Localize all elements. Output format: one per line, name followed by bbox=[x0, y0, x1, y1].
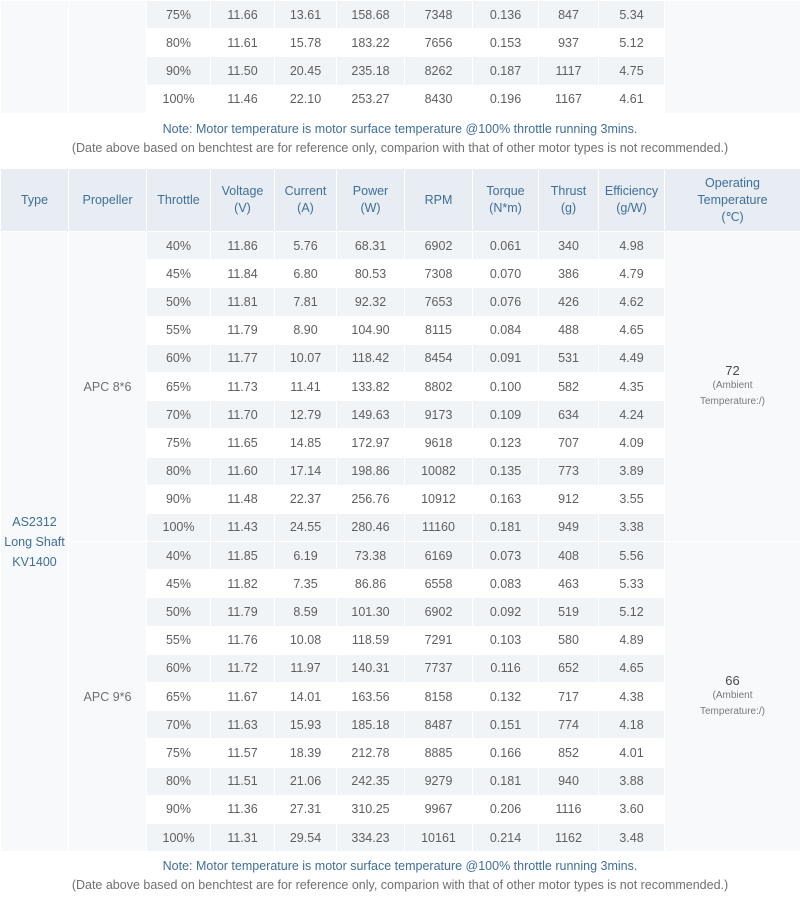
type-cell-blank bbox=[1, 1, 69, 114]
table-cell: 0.151 bbox=[473, 711, 539, 739]
table-cell: 0.166 bbox=[473, 739, 539, 767]
table-cell: 22.37 bbox=[275, 485, 337, 513]
header-type: Type bbox=[1, 169, 69, 232]
table-cell: 0.116 bbox=[473, 654, 539, 682]
table-cell: 60% bbox=[147, 654, 211, 682]
table-cell: 11.50 bbox=[211, 57, 275, 85]
table-cell: 7.81 bbox=[275, 288, 337, 316]
table-cell: 0.091 bbox=[473, 344, 539, 372]
motor-type-cell bbox=[1, 232, 69, 852]
table-cell: 5.76 bbox=[275, 232, 337, 260]
table-cell: 11.66 bbox=[211, 1, 275, 29]
table-cell: 9618 bbox=[405, 429, 473, 457]
table-cell: 100% bbox=[147, 85, 211, 113]
table-cell: 3.55 bbox=[599, 485, 665, 513]
table-cell: 15.78 bbox=[275, 29, 337, 57]
table-cell: 4.49 bbox=[599, 344, 665, 372]
table-cell: 10912 bbox=[405, 485, 473, 513]
table-cell: 163.56 bbox=[337, 683, 405, 711]
propeller-cell: APC 8*6 bbox=[69, 232, 147, 542]
table-cell: 140.31 bbox=[337, 654, 405, 682]
table-cell: 80% bbox=[147, 29, 211, 57]
table-cell: 334.23 bbox=[337, 823, 405, 851]
table-cell: 9279 bbox=[405, 767, 473, 795]
table-cell: 242.35 bbox=[337, 767, 405, 795]
table-cell: 70% bbox=[147, 711, 211, 739]
table-cell: 11.97 bbox=[275, 654, 337, 682]
table-cell: 7.35 bbox=[275, 570, 337, 598]
header-row bbox=[1, 169, 800, 232]
table-cell: 11.43 bbox=[211, 513, 275, 541]
table-cell: 4.65 bbox=[599, 316, 665, 344]
table-cell: 149.63 bbox=[337, 401, 405, 429]
table-cell: 1162 bbox=[539, 823, 599, 851]
table-cell: 4.61 bbox=[599, 85, 665, 113]
table-cell: 10082 bbox=[405, 457, 473, 485]
table-cell: 18.39 bbox=[275, 739, 337, 767]
table-cell: 4.35 bbox=[599, 372, 665, 400]
motor-type-line3: KV1400 bbox=[12, 554, 57, 569]
header-efficiency: Efficiency (g/W) bbox=[599, 169, 665, 232]
table-cell: 4.01 bbox=[599, 739, 665, 767]
table-cell: 11.79 bbox=[211, 316, 275, 344]
table-cell: 7653 bbox=[405, 288, 473, 316]
table-cell: 1117 bbox=[539, 57, 599, 85]
table-cell: 235.18 bbox=[337, 57, 405, 85]
table-cell: 310.25 bbox=[337, 795, 405, 823]
table-cell: 4.89 bbox=[599, 626, 665, 654]
table-cell: 0.070 bbox=[473, 260, 539, 288]
table-cell: 256.76 bbox=[337, 485, 405, 513]
table-cell: 68.31 bbox=[337, 232, 405, 260]
table-cell: 426 bbox=[539, 288, 599, 316]
table-cell: 8487 bbox=[405, 711, 473, 739]
table-cell: 80% bbox=[147, 767, 211, 795]
table-cell: 0.083 bbox=[473, 570, 539, 598]
table-cell: 463 bbox=[539, 570, 599, 598]
table-cell: 11160 bbox=[405, 513, 473, 541]
table-cell: 253.27 bbox=[337, 85, 405, 113]
table-cell: 3.38 bbox=[599, 513, 665, 541]
table-cell: 0.181 bbox=[473, 767, 539, 795]
table-cell: 101.30 bbox=[337, 598, 405, 626]
motor-type-line2: Long Shaft bbox=[4, 534, 65, 549]
table-cell: 118.42 bbox=[337, 344, 405, 372]
table-cell: 11.63 bbox=[211, 711, 275, 739]
table-cell: 488 bbox=[539, 316, 599, 344]
table-cell: 11.82 bbox=[211, 570, 275, 598]
table-cell: 652 bbox=[539, 654, 599, 682]
table-cell: 15.93 bbox=[275, 711, 337, 739]
note-top-line1: Note: Motor temperature is motor surface temperature @100% throttle running 3mins. bbox=[162, 122, 638, 136]
table-cell: 7737 bbox=[405, 654, 473, 682]
table-cell: 24.55 bbox=[275, 513, 337, 541]
table-cell: 3.88 bbox=[599, 767, 665, 795]
table-cell: 80.53 bbox=[337, 260, 405, 288]
table-cell: 11.51 bbox=[211, 767, 275, 795]
table-cell: 0.092 bbox=[473, 598, 539, 626]
table-cell: 75% bbox=[147, 739, 211, 767]
table-cell: 198.86 bbox=[337, 457, 405, 485]
table-cell: 0.135 bbox=[473, 457, 539, 485]
table-cell: 6902 bbox=[405, 598, 473, 626]
operating-temperature-cell bbox=[665, 542, 800, 852]
table-cell: 50% bbox=[147, 288, 211, 316]
table-cell: 949 bbox=[539, 513, 599, 541]
table-cell: 4.38 bbox=[599, 683, 665, 711]
top-data-table bbox=[0, 0, 800, 114]
table-cell: 212.78 bbox=[337, 739, 405, 767]
note-top-line2: (Date above based on benchtest are for reference only, comparion with that of other motor types is not recommended.) bbox=[71, 141, 729, 155]
table-cell: 280.46 bbox=[337, 513, 405, 541]
table-cell: 774 bbox=[539, 711, 599, 739]
table-row bbox=[1, 1, 800, 29]
header-propeller: Propeller bbox=[69, 169, 147, 232]
table-cell: 11.85 bbox=[211, 542, 275, 570]
table-cell: 0.123 bbox=[473, 429, 539, 457]
header-current: Current (A) bbox=[275, 169, 337, 232]
table-cell: 408 bbox=[539, 542, 599, 570]
table-cell: 852 bbox=[539, 739, 599, 767]
table-cell: 519 bbox=[539, 598, 599, 626]
table-cell: 55% bbox=[147, 626, 211, 654]
table-cell: 80% bbox=[147, 457, 211, 485]
table-cell: 7348 bbox=[405, 1, 473, 29]
header-voltage: Voltage (V) bbox=[211, 169, 275, 232]
table-cell: 183.22 bbox=[337, 29, 405, 57]
table-cell: 11.60 bbox=[211, 457, 275, 485]
table-cell: 11.72 bbox=[211, 654, 275, 682]
note-bottom bbox=[0, 857, 800, 895]
table-cell: 0.061 bbox=[473, 232, 539, 260]
table-cell: 0.103 bbox=[473, 626, 539, 654]
table-cell: 7656 bbox=[405, 29, 473, 57]
table-cell: 0.181 bbox=[473, 513, 539, 541]
ambient-label: (Ambient bbox=[712, 380, 753, 392]
table-cell: 40% bbox=[147, 542, 211, 570]
table-cell: 10.08 bbox=[275, 626, 337, 654]
table-cell: 9967 bbox=[405, 795, 473, 823]
table-cell: 11.36 bbox=[211, 795, 275, 823]
table-cell: 707 bbox=[539, 429, 599, 457]
table-cell: 185.18 bbox=[337, 711, 405, 739]
table-cell: 6169 bbox=[405, 542, 473, 570]
table-cell: 580 bbox=[539, 626, 599, 654]
header-throttle: Throttle bbox=[147, 169, 211, 232]
table-cell: 100% bbox=[147, 513, 211, 541]
table-cell: 8.59 bbox=[275, 598, 337, 626]
motor-type-line1: AS2312 bbox=[12, 514, 57, 529]
table-cell: 4.09 bbox=[599, 429, 665, 457]
header-rpm: RPM bbox=[405, 169, 473, 232]
table-cell: 12.79 bbox=[275, 401, 337, 429]
table-cell: 158.68 bbox=[337, 1, 405, 29]
table-cell: 73.38 bbox=[337, 542, 405, 570]
table-cell: 55% bbox=[147, 316, 211, 344]
table-cell: 8158 bbox=[405, 683, 473, 711]
table-cell: 22.10 bbox=[275, 85, 337, 113]
note-bottom-line1: Note: Motor temperature is motor surface temperature @100% throttle running 3mins. bbox=[162, 859, 638, 873]
propeller-cell: APC 9*6 bbox=[69, 542, 147, 852]
table-cell: 847 bbox=[539, 1, 599, 29]
table-cell: 118.59 bbox=[337, 626, 405, 654]
table-cell: 14.01 bbox=[275, 683, 337, 711]
header-thrust: Thrust (g) bbox=[539, 169, 599, 232]
table-cell: 3.48 bbox=[599, 823, 665, 851]
operating-temperature-value: 72 bbox=[725, 363, 740, 379]
table-row bbox=[1, 232, 800, 260]
table-cell: 773 bbox=[539, 457, 599, 485]
note-top bbox=[0, 120, 800, 158]
table-cell: 4.98 bbox=[599, 232, 665, 260]
table-cell: 8115 bbox=[405, 316, 473, 344]
table-row bbox=[1, 542, 800, 570]
table-cell: 5.12 bbox=[599, 29, 665, 57]
table-cell: 86.86 bbox=[337, 570, 405, 598]
table-cell: 531 bbox=[539, 344, 599, 372]
optemp-cell-blank bbox=[665, 1, 800, 114]
header-power: Power (W) bbox=[337, 169, 405, 232]
table-cell: 6.80 bbox=[275, 260, 337, 288]
table-cell: 11.79 bbox=[211, 598, 275, 626]
table-cell: 0.132 bbox=[473, 683, 539, 711]
table-cell: 6902 bbox=[405, 232, 473, 260]
table-cell: 0.206 bbox=[473, 795, 539, 823]
table-cell: 5.34 bbox=[599, 1, 665, 29]
table-cell: 0.076 bbox=[473, 288, 539, 316]
table-cell: 912 bbox=[539, 485, 599, 513]
table-cell: 0.109 bbox=[473, 401, 539, 429]
table-cell: 0.153 bbox=[473, 29, 539, 57]
ambient-label: (Ambient bbox=[712, 690, 753, 702]
header-operating-temperature: Operating Temperature (℃) bbox=[665, 169, 800, 232]
table-cell: 937 bbox=[539, 29, 599, 57]
table-cell: 90% bbox=[147, 485, 211, 513]
table-cell: 11.73 bbox=[211, 372, 275, 400]
table-cell: 0.187 bbox=[473, 57, 539, 85]
table-cell: 3.60 bbox=[599, 795, 665, 823]
table-cell: 8430 bbox=[405, 85, 473, 113]
table-cell: 92.32 bbox=[337, 288, 405, 316]
table-cell: 100% bbox=[147, 823, 211, 851]
table-cell: 340 bbox=[539, 232, 599, 260]
table-cell: 8454 bbox=[405, 344, 473, 372]
table-cell: 60% bbox=[147, 344, 211, 372]
table-cell: 11.46 bbox=[211, 85, 275, 113]
table-cell: 90% bbox=[147, 795, 211, 823]
table-cell: 21.06 bbox=[275, 767, 337, 795]
table-cell: 1116 bbox=[539, 795, 599, 823]
table-cell: 4.62 bbox=[599, 288, 665, 316]
table-cell: 13.61 bbox=[275, 1, 337, 29]
table-cell: 3.89 bbox=[599, 457, 665, 485]
table-cell: 717 bbox=[539, 683, 599, 711]
table-cell: 582 bbox=[539, 372, 599, 400]
table-cell: 104.90 bbox=[337, 316, 405, 344]
header-torque: Torque (N*m) bbox=[473, 169, 539, 232]
table-cell: 0.100 bbox=[473, 372, 539, 400]
table-cell: 4.75 bbox=[599, 57, 665, 85]
table-cell: 10161 bbox=[405, 823, 473, 851]
table-cell: 0.084 bbox=[473, 316, 539, 344]
table-cell: 75% bbox=[147, 429, 211, 457]
ambient-temperature-label: Temperature:/) bbox=[699, 396, 766, 408]
table-cell: 8802 bbox=[405, 372, 473, 400]
table-cell: 0.136 bbox=[473, 1, 539, 29]
table-cell: 11.84 bbox=[211, 260, 275, 288]
table-cell: 14.85 bbox=[275, 429, 337, 457]
table-cell: 5.12 bbox=[599, 598, 665, 626]
table-cell: 11.70 bbox=[211, 401, 275, 429]
table-cell: 172.97 bbox=[337, 429, 405, 457]
table-cell: 65% bbox=[147, 372, 211, 400]
table-cell: 11.76 bbox=[211, 626, 275, 654]
table-cell: 20.45 bbox=[275, 57, 337, 85]
table-cell: 5.56 bbox=[599, 542, 665, 570]
table-cell: 7291 bbox=[405, 626, 473, 654]
table-cell: 386 bbox=[539, 260, 599, 288]
table-cell: 11.41 bbox=[275, 372, 337, 400]
table-cell: 4.65 bbox=[599, 654, 665, 682]
table-cell: 4.18 bbox=[599, 711, 665, 739]
table-cell: 634 bbox=[539, 401, 599, 429]
table-cell: 133.82 bbox=[337, 372, 405, 400]
table-cell: 17.14 bbox=[275, 457, 337, 485]
table-cell: 11.81 bbox=[211, 288, 275, 316]
table-cell: 90% bbox=[147, 57, 211, 85]
table-cell: 6.19 bbox=[275, 542, 337, 570]
table-cell: 8.90 bbox=[275, 316, 337, 344]
table-cell: 11.61 bbox=[211, 29, 275, 57]
table-cell: 8262 bbox=[405, 57, 473, 85]
table-cell: 0.214 bbox=[473, 823, 539, 851]
table-cell: 11.31 bbox=[211, 823, 275, 851]
table-cell: 940 bbox=[539, 767, 599, 795]
table-cell: 50% bbox=[147, 598, 211, 626]
table-cell: 7308 bbox=[405, 260, 473, 288]
table-cell: 11.86 bbox=[211, 232, 275, 260]
table-cell: 11.67 bbox=[211, 683, 275, 711]
table-cell: 1167 bbox=[539, 85, 599, 113]
table-cell: 5.33 bbox=[599, 570, 665, 598]
table-cell: 29.54 bbox=[275, 823, 337, 851]
motor-data-table bbox=[0, 168, 800, 852]
operating-temperature-cell bbox=[665, 232, 800, 542]
table-cell: 0.196 bbox=[473, 85, 539, 113]
table-cell: 10.07 bbox=[275, 344, 337, 372]
table-cell: 11.48 bbox=[211, 485, 275, 513]
table-cell: 9173 bbox=[405, 401, 473, 429]
table-cell: 75% bbox=[147, 1, 211, 29]
table-cell: 40% bbox=[147, 232, 211, 260]
table-cell: 11.65 bbox=[211, 429, 275, 457]
table-cell: 0.163 bbox=[473, 485, 539, 513]
table-cell: 45% bbox=[147, 570, 211, 598]
table-cell: 45% bbox=[147, 260, 211, 288]
table-cell: 8885 bbox=[405, 739, 473, 767]
table-cell: 65% bbox=[147, 683, 211, 711]
ambient-temperature-label: Temperature:/) bbox=[699, 706, 766, 718]
table-cell: 6558 bbox=[405, 570, 473, 598]
table-cell: 27.31 bbox=[275, 795, 337, 823]
table-cell: 0.073 bbox=[473, 542, 539, 570]
table-cell: 4.24 bbox=[599, 401, 665, 429]
note-bottom-line2: (Date above based on benchtest are for reference only, comparion with that of other motor types is not recommended.) bbox=[71, 878, 729, 892]
table-cell: 11.77 bbox=[211, 344, 275, 372]
table-cell: 4.79 bbox=[599, 260, 665, 288]
propeller-cell-blank bbox=[69, 1, 147, 114]
table-cell: 11.57 bbox=[211, 739, 275, 767]
operating-temperature-value: 66 bbox=[725, 673, 740, 689]
table-cell: 70% bbox=[147, 401, 211, 429]
